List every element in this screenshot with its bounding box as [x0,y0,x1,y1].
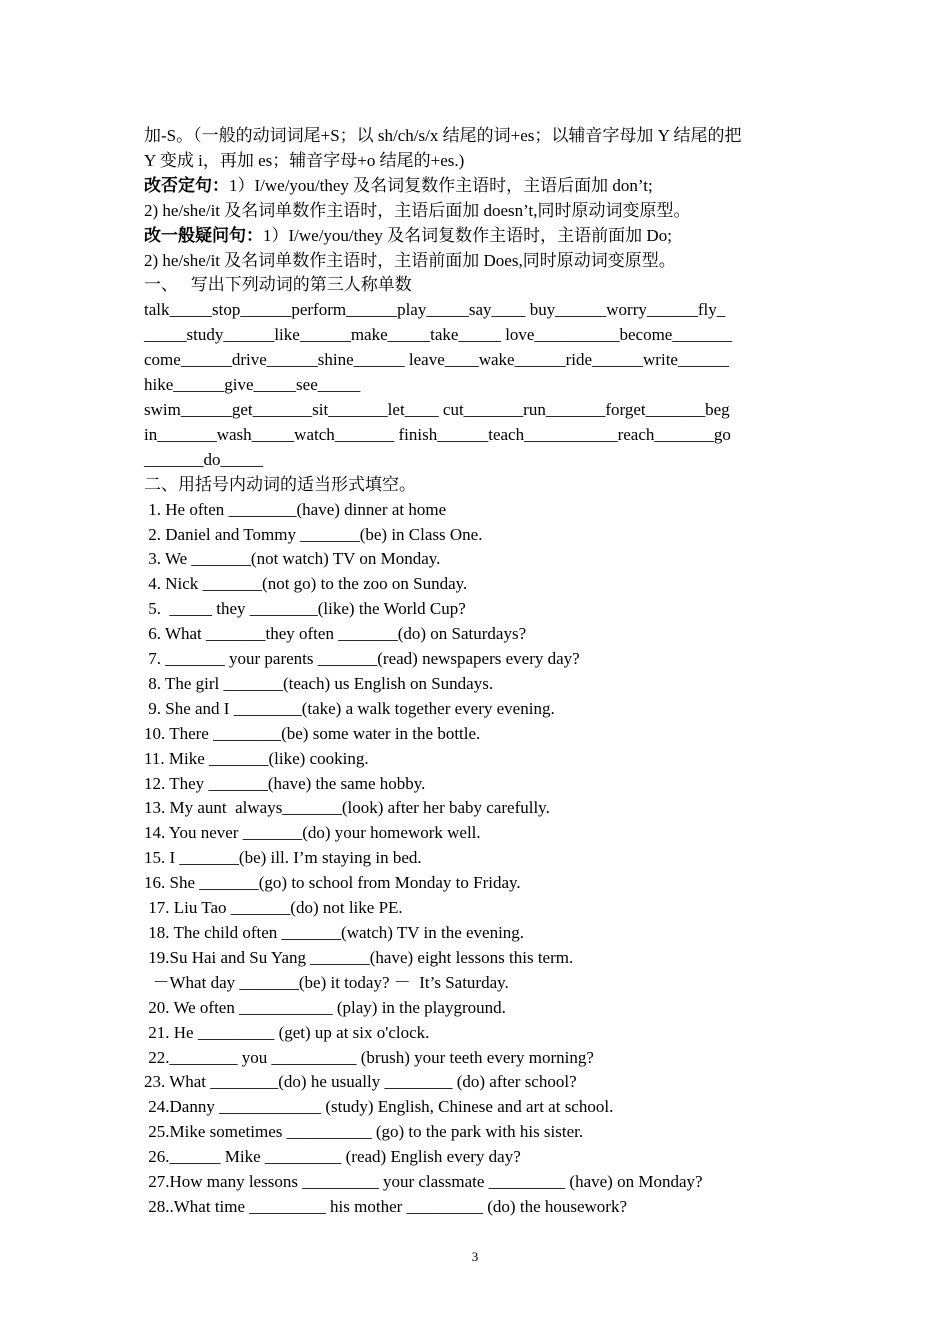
exercise-item: 16. She _______(go) to school from Monday to Friday. [144,873,521,893]
question-rule-label: 改一般疑问句： [144,225,263,245]
exercise-item: 12. They _______(have) the same hobby. [144,773,426,793]
exercise-item: 28..What time _________ his mother _________ (do) the housework? [144,1196,628,1216]
negative-rule-line-1 [144,174,814,199]
exercise-item: 6. What _______they often _______(do) on Saturdays? [144,624,527,644]
exercise-list [144,498,814,1220]
section-1-heading: 一、 写出下列动词的第三人称单数 [144,275,412,295]
exercise-item: 23. What ________(do) he usually ________ (do) after school? [144,1072,577,1092]
negative-rule-text: 1）I/we/you/they 及名词复数作主语时，主语后面加 don’t; [229,175,653,195]
document-page [144,124,814,1220]
verb-list-line: hike______give_____see_____ [144,375,361,395]
intro-line-2: Y 变成 i，再加 es；辅音字母+o 结尾的+es.) [144,150,465,170]
verb-list-line: in_______wash_____watch_______ finish______teach___________reach_______go [144,424,731,444]
exercise-item: 8. The girl _______(teach) us English on Sundays. [144,673,494,693]
verb-list-line: _____study______like______make_____take_____ love__________become_______ [144,325,732,345]
verb-list-line: talk_____stop______perform______play_____say____ buy______worry______fly_ [144,300,726,320]
exercise-item: 14. You never _______(do) your homework well. [144,823,481,843]
exercise-item: 1. He often ________(have) dinner at home [144,499,447,519]
exercise-item: 15. I _______(be) ill. I’m staying in bed. [144,848,422,868]
exercise-item: 25.Mike sometimes __________ (go) to the park with his sister. [144,1122,584,1142]
exercise-item: 2. Daniel and Tommy _______(be) in Class One. [144,524,483,544]
verb-list-line: swim______get_______sit_______let____ cut_______run_______forget_______beg [144,399,730,419]
section-2-heading: 二、用括号内动词的适当形式填空。 [144,474,416,494]
exercise-item: 9. She and I ________(take) a walk together every evening. [144,698,555,718]
exercise-item: 21. He _________ (get) up at six o'clock. [144,1022,430,1042]
exercise-item: 20. We often ___________ (play) in the playground. [144,997,506,1017]
question-rule-line-1 [144,224,814,249]
exercise-item: 7. _______ your parents _______(read) newspapers every day? [144,649,580,669]
question-rule-line-2: 2) he/she/it 及名词单数作主语时，主语前面加 Does,同时原动词变原型。 [144,250,676,270]
exercise-item: 27.How many lessons _________ your classmate _________ (have) on Monday? [144,1172,703,1192]
exercise-item: 3. We _______(not watch) TV on Monday. [144,549,441,569]
exercise-item: 19.Su Hai and Su Yang _______(have) eight lessons this term. [144,947,574,967]
exercise-item: 13. My aunt always_______(look) after her baby carefully. [144,798,550,818]
exercise-item: 11. Mike _______(like) cooking. [144,748,369,768]
verb-list-line: _______do_____ [144,449,263,469]
exercise-item: 26.______ Mike _________ (read) English every day? [144,1147,521,1167]
negative-rule-line-2: 2) he/she/it 及名词单数作主语时，主语后面加 doesn’t,同时原动词变原型。 [144,200,691,220]
page-number: 3 [471,1249,479,1264]
exercise-item: 5. _____ they ________(like) the World Cup? [144,599,466,619]
exercise-item: 10. There ________(be) some water in the bottle. [144,723,481,743]
negative-rule-label: 改否定句： [144,175,229,195]
intro-line-1: 加-S。（一般的动词词尾+S；以 sh/ch/s/x 结尾的词+es；以辅音字母加 Y 结尾的把 [144,126,742,145]
question-rule-text: 1）I/we/you/they 及名词复数作主语时，主语前面加 Do; [263,225,672,245]
exercise-item: 24.Danny ____________ (study) English, Chinese and art at school. [144,1097,614,1117]
exercise-item: 22.________ you __________ (brush) your teeth every morning? [144,1047,594,1067]
verb-list-line: come______drive______shine______ leave____wake______ride______write______ [144,350,729,370]
exercise-item: 4. Nick _______(not go) to the zoo on Sunday. [144,574,468,594]
exercise-item: 18. The child often _______(watch) TV in the evening. [144,923,525,942]
exercise-item: －What day _______(be) it today? － It’s Saturday. [144,972,509,992]
exercise-item: 17. Liu Tao _______(do) not like PE. [144,898,403,918]
